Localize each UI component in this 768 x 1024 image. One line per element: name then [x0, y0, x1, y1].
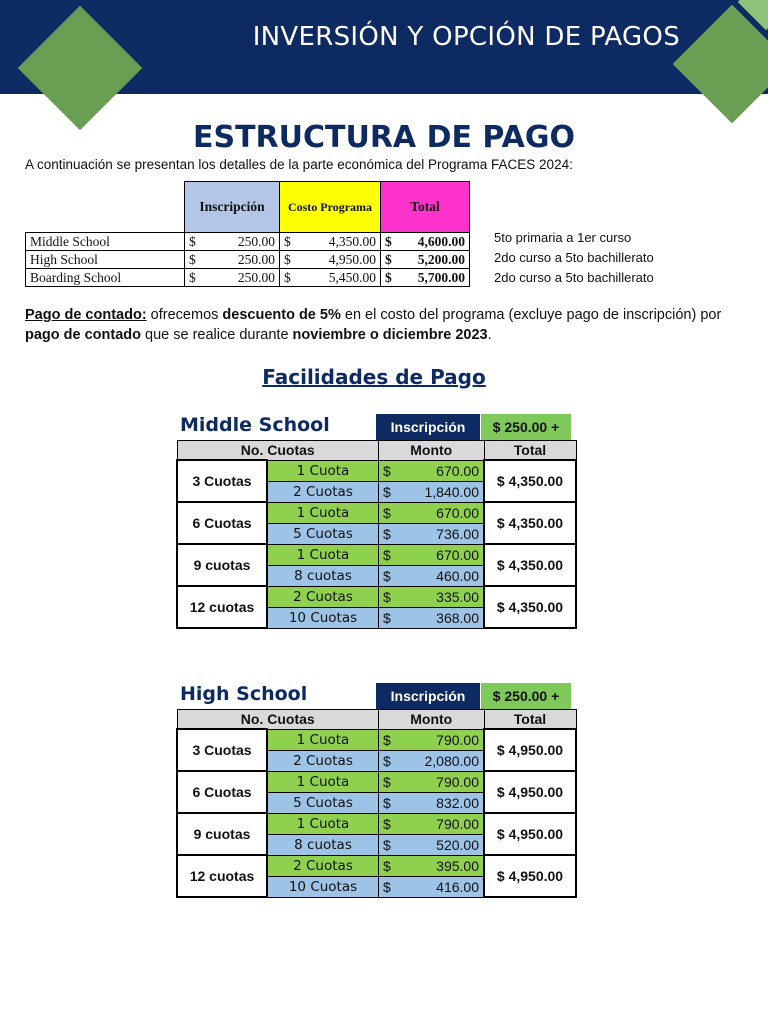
table-row [177, 771, 576, 792]
cuota-label: 1 Cuota [267, 729, 379, 750]
table-row [177, 813, 576, 834]
plan-table [176, 709, 577, 898]
price-header-total: Total [381, 182, 470, 233]
price-table-header [26, 182, 470, 233]
cuota-label: 8 cuotas [267, 565, 379, 586]
plan-col-header [177, 441, 576, 461]
price-row-cost: $ 5,450.00 [280, 269, 381, 287]
price-row-label: High School [26, 251, 185, 269]
grade-note: 2do curso a 5to bachillerato [494, 270, 654, 285]
group-total: $ 4,350.00 [484, 460, 576, 502]
cuota-amount: $ 395.00 [379, 855, 485, 876]
cuota-label: 2 Cuotas [267, 586, 379, 607]
col-total: Total [484, 710, 576, 730]
price-row-label: Middle School [26, 233, 185, 251]
price-header-inscripcion: Inscripción [185, 182, 280, 233]
group-label: 12 cuotas [177, 855, 267, 897]
cuota-amount: $ 2,080.00 [379, 750, 485, 771]
cuota-amount: $ 670.00 [379, 544, 485, 565]
group-total: $ 4,950.00 [484, 855, 576, 897]
plan-ins-value: $ 250.00 + [481, 683, 571, 709]
price-row-ins: $ 250.00 [185, 233, 280, 251]
group-label: 3 Cuotas [177, 460, 267, 502]
header-title: INVERSIÓN Y OPCIÓN DE PAGOS [252, 22, 680, 52]
cash-payment-note: Pago de contado: ofrecemos descuento de 5% en el costo del programa (excluye pago de inscripción) por pago de contado que se realice durante noviembre o diciembre 2023. [25, 307, 722, 343]
group-total: $ 4,350.00 [484, 502, 576, 544]
plan-ins-label: Inscripción [376, 683, 480, 709]
cuota-amount: $ 1,840.00 [379, 481, 485, 502]
group-total: $ 4,950.00 [484, 813, 576, 855]
cuota-label: 1 Cuota [267, 460, 379, 481]
price-table [25, 181, 470, 287]
table-row [177, 586, 576, 607]
group-label: 6 Cuotas [177, 771, 267, 813]
cuota-amount: $ 790.00 [379, 729, 485, 750]
price-header-costo: Costo Programa [280, 182, 381, 233]
cuota-amount: $ 832.00 [379, 792, 485, 813]
col-total: Total [484, 441, 576, 461]
price-row [26, 251, 470, 269]
cuota-amount: $ 460.00 [379, 565, 485, 586]
price-row [26, 233, 470, 251]
cuota-amount: $ 335.00 [379, 586, 485, 607]
group-total: $ 4,350.00 [484, 586, 576, 628]
col-cuotas: No. Cuotas [177, 441, 379, 461]
table-row [177, 544, 576, 565]
price-header-blank [26, 182, 185, 233]
cuota-label: 2 Cuotas [267, 855, 379, 876]
group-total: $ 4,950.00 [484, 729, 576, 771]
plan-name: High School [180, 683, 308, 705]
cuota-amount: $ 416.00 [379, 876, 485, 897]
col-monto: Monto [379, 441, 485, 461]
grade-note: 2do curso a 5to bachillerato [494, 250, 654, 265]
facilities-title: Facilidades de Pago [262, 365, 486, 389]
cuota-amount: $ 736.00 [379, 523, 485, 544]
plan-col-header [177, 710, 576, 730]
price-row-ins: $ 250.00 [185, 269, 280, 287]
group-label: 9 cuotas [177, 813, 267, 855]
col-monto: Monto [379, 710, 485, 730]
cuota-label: 2 Cuotas [267, 481, 379, 502]
table-row [177, 460, 576, 481]
col-cuotas: No. Cuotas [177, 710, 379, 730]
cuota-label: 1 Cuota [267, 502, 379, 523]
intro-text: A continuación se presentan los detalles de la parte económica del Programa FACES 2024: [25, 157, 573, 172]
cuota-label: 5 Cuotas [267, 523, 379, 544]
table-row [177, 502, 576, 523]
cuota-amount: $ 790.00 [379, 771, 485, 792]
plan-table [176, 440, 577, 629]
cuota-amount: $ 670.00 [379, 460, 485, 481]
price-row [26, 269, 470, 287]
price-row-label: Boarding School [26, 269, 185, 287]
plan-name: Middle School [180, 414, 330, 436]
grade-note: 5to primaria a 1er curso [494, 230, 632, 245]
price-row-cost: $ 4,350.00 [280, 233, 381, 251]
group-total: $ 4,350.00 [484, 544, 576, 586]
price-row-cost: $ 4,950.00 [280, 251, 381, 269]
group-label: 12 cuotas [177, 586, 267, 628]
grade-notes [494, 228, 654, 288]
cash-lead: Pago de contado: [25, 307, 147, 323]
cuota-label: 1 Cuota [267, 771, 379, 792]
cuota-label: 5 Cuotas [267, 792, 379, 813]
cuota-amount: $ 520.00 [379, 834, 485, 855]
table-row [177, 855, 576, 876]
cuota-amount: $ 670.00 [379, 502, 485, 523]
group-label: 6 Cuotas [177, 502, 267, 544]
cuota-label: 8 cuotas [267, 834, 379, 855]
plan-ins-label: Inscripción [376, 414, 480, 440]
plan-ins-value: $ 250.00 + [481, 414, 571, 440]
table-row [177, 729, 576, 750]
price-row-total: $ 4,600.00 [381, 233, 470, 251]
cuota-amount: $ 368.00 [379, 607, 485, 628]
group-label: 3 Cuotas [177, 729, 267, 771]
page-title: ESTRUCTURA DE PAGO [192, 120, 576, 155]
cuota-label: 2 Cuotas [267, 750, 379, 771]
group-label: 9 cuotas [177, 544, 267, 586]
cuota-label: 10 Cuotas [267, 607, 379, 628]
group-total: $ 4,950.00 [484, 771, 576, 813]
price-row-total: $ 5,700.00 [381, 269, 470, 287]
cuota-label: 1 Cuota [267, 813, 379, 834]
cuota-amount: $ 790.00 [379, 813, 485, 834]
cuota-label: 1 Cuota [267, 544, 379, 565]
price-row-total: $ 5,200.00 [381, 251, 470, 269]
price-row-ins: $ 250.00 [185, 251, 280, 269]
cuota-label: 10 Cuotas [267, 876, 379, 897]
